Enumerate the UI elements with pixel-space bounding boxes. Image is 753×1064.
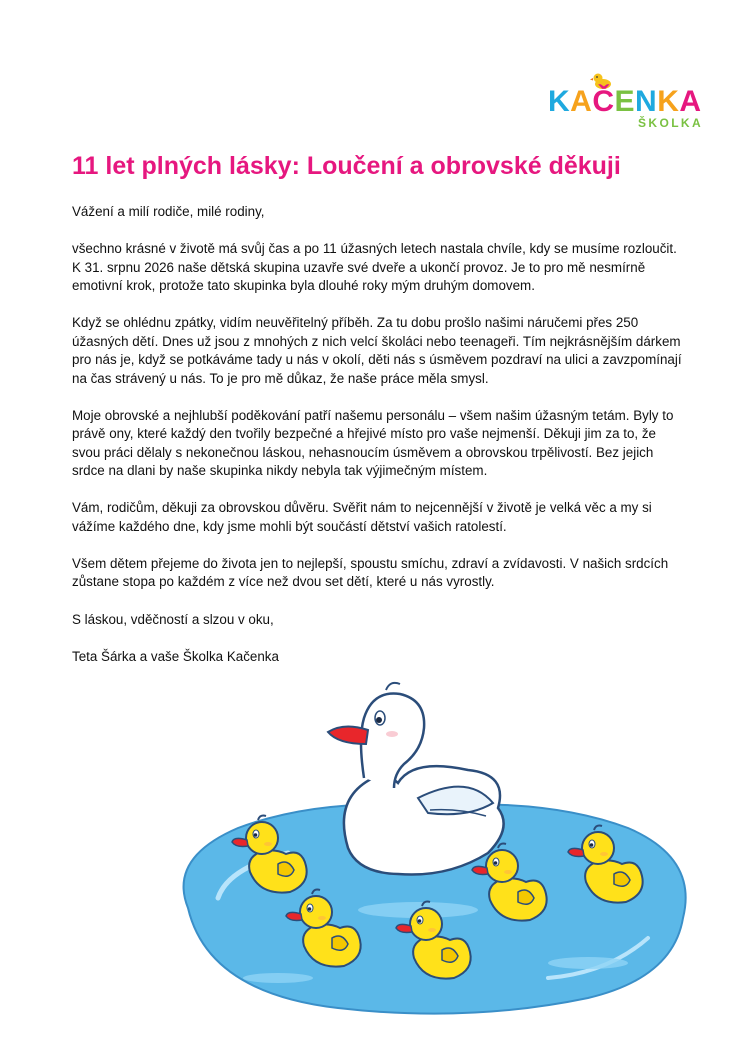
paragraph: Když se ohlédnu zpátky, vidím neuvěřitelný příběh. Za tu dobu prošlo našimi náručemi přes 250 úžasných dětí. Dnes už jsou z mnohých z nich velcí školáci nebo teenageři. Tím nejkrásnějším dárkem pro nás je, když se potkáváme tady u nás v okolí, děti nás s úsměvem pozdraví na ulici a zavzpomínají na čas strávený u nás. To je pro mě důkaz, že naše práce měla smysl. <box>72 315 682 386</box>
paragraph: Moje obrovské a nejhlubší poděkování patří našemu personálu – všem našim úžasným tetám. Byly to právě ony, které každý den tvořily bezpečné a hřejivé místo pro vaše nejmenší. Děkuji jim za to, že svou práci dělaly s nekonečnou láskou, nehasnoucím úsměvem a obrovskou trpělivostí. Bez jejich srdce na dlani by naše skupinka nikdy nebyla tak výjimečným místem. <box>72 407 674 479</box>
paragraph: Vám, rodičům, děkuji za obrovskou důvěru. Svěřit nám to nejcennější v životě je velká věc a my si vážíme každého dne, kdy jsme mohli být součástí dětství vašich ratolestí. <box>72 500 652 534</box>
closing: S láskou, vděčností a slzou v oku, <box>72 611 274 627</box>
logo-letter: E <box>614 85 636 118</box>
logo-letter: Č <box>592 85 615 118</box>
paragraph: všechno krásné v životě má svůj čas a po 11 úžasných letech nastala chvíle, kdy se musíme rozloučit. K 31. srpnu 2026 naše dětská skupina uzavře své dveře a ukončí provoz. Je to pro mě nesmírně emotivní krok, protože tato skupinka byla dlouhé roky mým druhým domovem. <box>72 241 677 294</box>
logo-letter: A <box>679 85 702 118</box>
kacenka-logo <box>548 72 708 130</box>
signature: Teta Šárka a vaše Školka Kačenka <box>72 648 279 664</box>
page-title: 11 let plných lásky: Loučení a obrovské děkuji <box>72 152 621 180</box>
logo-wordmark <box>548 86 702 118</box>
letter-body <box>72 203 684 685</box>
greeting: Vážení a milí rodiče, milé rodiny, <box>72 204 265 219</box>
logo-letter: A <box>570 85 593 118</box>
duck-family-on-pond-illustration <box>168 678 692 1023</box>
logo-letter: K <box>548 85 571 118</box>
logo-subtitle: ŠKOLKA <box>638 116 704 130</box>
logo-letter: N <box>635 85 658 118</box>
logo-letter: K <box>657 85 680 118</box>
paragraph: Všem dětem přejeme do života jen to nejlepší, spoustu smíchu, zdraví a zvídavosti. V našich srdcích zůstane stopa po každém z více než dvou set dětí, které u nás vyrostly. <box>72 555 669 590</box>
